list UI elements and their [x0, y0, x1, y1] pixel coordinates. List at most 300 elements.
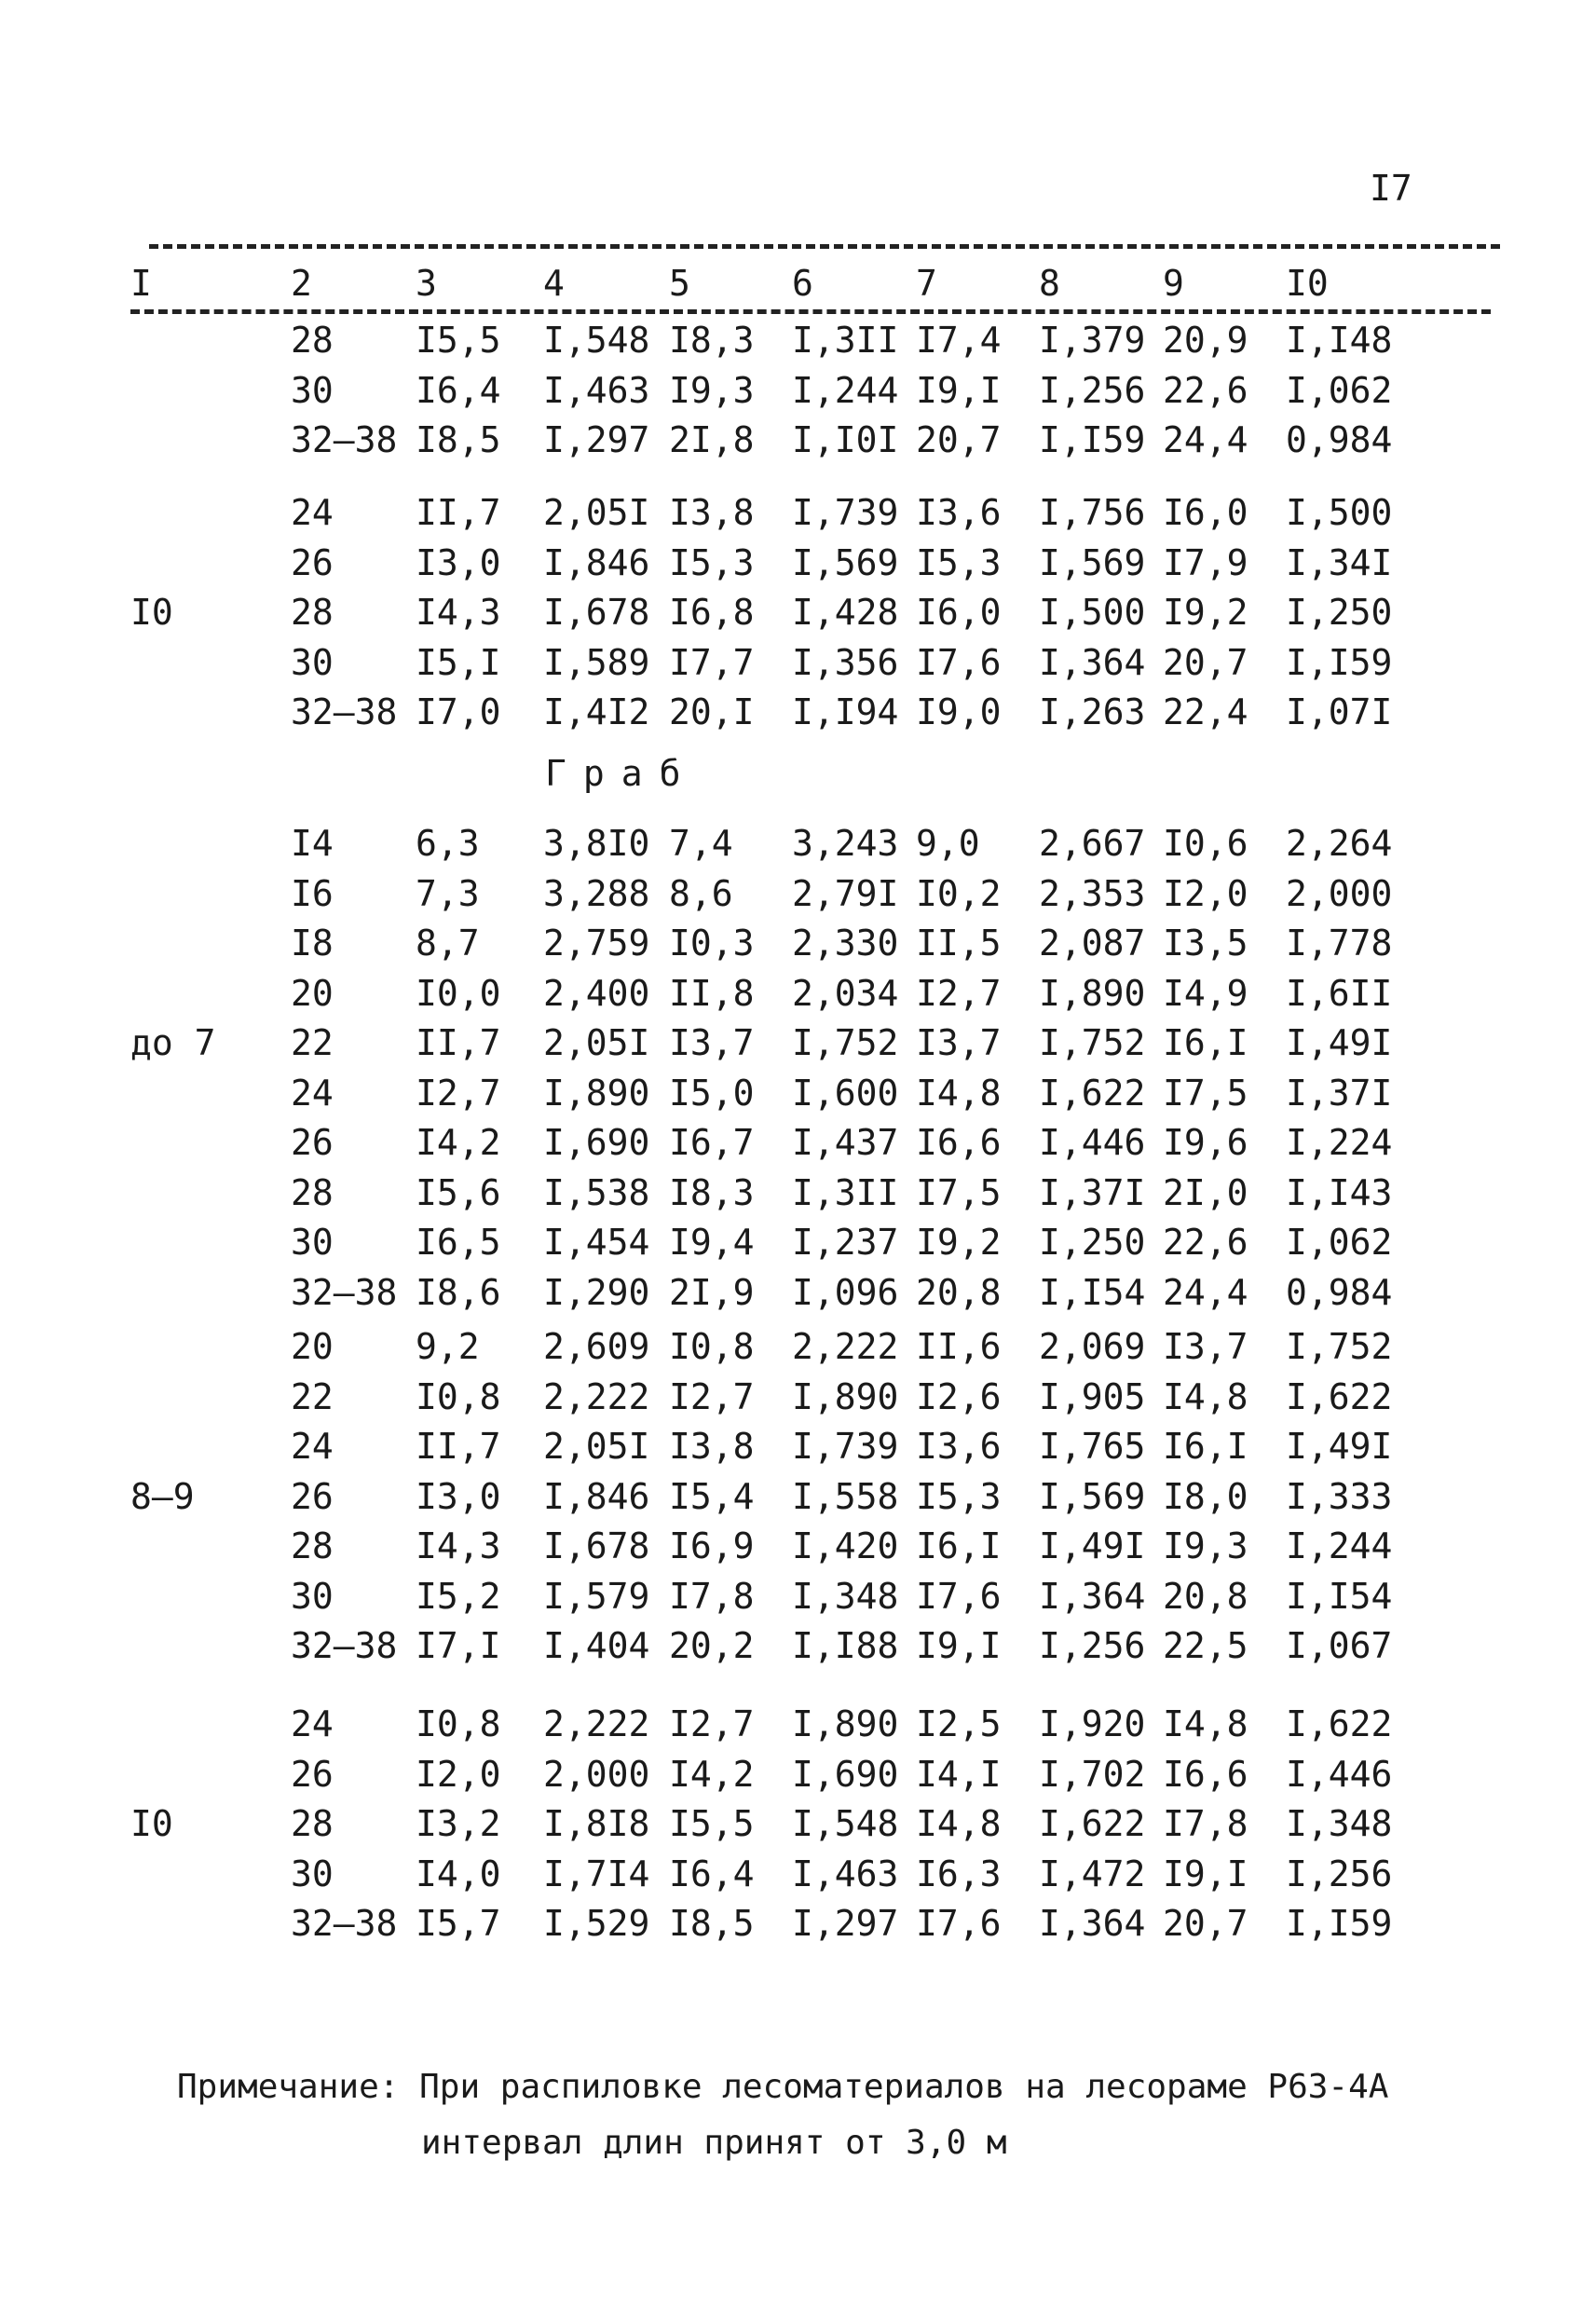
- table-cell: I9,2: [916, 1222, 1002, 1263]
- table-row: [0, 1900, 1491, 1947]
- note-label: Примечание:: [177, 2068, 400, 2106]
- table-cell: I4,8: [916, 1803, 1002, 1844]
- table-cell: I,8I8: [543, 1803, 650, 1844]
- table-row: [0, 489, 1491, 536]
- table-cell: 8,6: [669, 872, 733, 914]
- table-cell: II,7: [416, 1426, 501, 1467]
- table-cell: I,I54: [1039, 1271, 1146, 1313]
- table-cell: 0,984: [1286, 1271, 1393, 1313]
- col-header-10: I0: [1286, 263, 1329, 304]
- table-cell: 2,400: [543, 972, 650, 1014]
- table-cell: I,678: [543, 1525, 650, 1566]
- table-cell: I,4I2: [543, 691, 650, 732]
- table-row: [0, 317, 1491, 363]
- table-cell: I,622: [1039, 1072, 1146, 1114]
- table-cell: I2,7: [669, 1703, 755, 1744]
- table-cell: I,622: [1286, 1375, 1393, 1417]
- table-cell: II,6: [916, 1326, 1002, 1367]
- table-row: [0, 870, 1491, 917]
- table-cell: 22,6: [1163, 369, 1248, 411]
- table-cell: 22: [291, 1022, 334, 1063]
- table-cell: I,250: [1286, 592, 1393, 633]
- table-cell: 3,243: [792, 823, 899, 864]
- table-cell: I5,3: [669, 541, 755, 583]
- table-row: [0, 1169, 1491, 1216]
- table-row: [0, 820, 1491, 867]
- table-row: [0, 1323, 1491, 1370]
- table-cell: I4,2: [669, 1753, 755, 1795]
- table-cell: 26: [291, 1753, 334, 1795]
- table-cell: I5,I: [416, 641, 501, 683]
- table-cell: 26: [291, 1475, 334, 1517]
- table-cell: I5,5: [669, 1803, 755, 1844]
- table-cell: 2,000: [543, 1753, 650, 1795]
- table-cell: I,37I: [1286, 1072, 1393, 1114]
- table-cell: I0,0: [416, 972, 501, 1014]
- table-cell: I7,4: [916, 320, 1002, 361]
- table-cell: 8,7: [416, 923, 480, 964]
- table-cell: I8,5: [416, 419, 501, 460]
- table-cell: 2,05I: [543, 1022, 650, 1063]
- table-cell: I9,4: [669, 1222, 755, 1263]
- table-cell: I,256: [1039, 369, 1146, 411]
- table-cell: I,756: [1039, 492, 1146, 533]
- table-cell: I,500: [1039, 592, 1146, 633]
- table-cell: I7,9: [1163, 541, 1248, 583]
- table-cell: I,404: [543, 1625, 650, 1666]
- table-cell: 2,264: [1286, 823, 1393, 864]
- table-cell: I8,3: [669, 1171, 755, 1213]
- col-header-4: 4: [543, 263, 565, 304]
- table-cell: I7,I: [416, 1625, 501, 1666]
- table-cell: I4,8: [916, 1072, 1002, 1114]
- table-cell: 2,222: [543, 1375, 650, 1417]
- table-cell: 20,7: [916, 419, 1002, 460]
- footnote: [177, 2059, 1481, 2171]
- table-cell: 28: [291, 320, 334, 361]
- table-cell: I,49I: [1286, 1022, 1393, 1063]
- table-cell: I9,3: [669, 369, 755, 411]
- table-cell: I,290: [543, 1271, 650, 1313]
- table-cell: I,250: [1039, 1222, 1146, 1263]
- table-cell: 24,4: [1163, 419, 1248, 460]
- table-cell: I,297: [543, 419, 650, 460]
- table-cell: I,463: [543, 369, 650, 411]
- table-cell: I0,8: [416, 1375, 501, 1417]
- table-cell: 22,4: [1163, 691, 1248, 732]
- table-cell: I,569: [1039, 541, 1146, 583]
- table-cell: 22,6: [1163, 1222, 1248, 1263]
- table-cell: I3,2: [416, 1803, 501, 1844]
- table-cell: I9,I: [916, 1625, 1002, 1666]
- table-cell: I,364: [1039, 1903, 1146, 1944]
- table-cell: I6: [291, 872, 334, 914]
- table-row: [0, 970, 1491, 1017]
- table-cell: I5,0: [669, 1072, 755, 1114]
- table-cell: 2I,8: [669, 419, 755, 460]
- table-cell: I,I0I: [792, 419, 899, 460]
- table-cell: I4,2: [416, 1122, 501, 1163]
- table-cell: 3,8I0: [543, 823, 650, 864]
- table-cell: I2,7: [669, 1375, 755, 1417]
- table-cell: I5,7: [416, 1903, 501, 1944]
- table-cell: I0,3: [669, 923, 755, 964]
- table-cell: 30: [291, 369, 334, 411]
- table-row: [0, 1573, 1491, 1620]
- table-cell: 2,069: [1039, 1326, 1146, 1367]
- table-cell: I5,3: [916, 1475, 1002, 1517]
- table-cell: II,5: [916, 923, 1002, 964]
- table-cell: II,7: [416, 492, 501, 533]
- table-cell: I6,I: [916, 1525, 1002, 1566]
- table-cell: I,364: [1039, 1575, 1146, 1617]
- table-cell: I4: [291, 823, 334, 864]
- table-cell: I2,7: [916, 972, 1002, 1014]
- table-cell: 2,222: [543, 1703, 650, 1744]
- table-cell: I,096: [792, 1271, 899, 1313]
- table-cell: I0,8: [416, 1703, 501, 1744]
- table-cell: I,579: [543, 1575, 650, 1617]
- table-cell: I3,7: [916, 1022, 1002, 1063]
- table-cell: I2,0: [1163, 872, 1248, 914]
- table-cell: I6,7: [669, 1122, 755, 1163]
- table-cell: 26: [291, 1122, 334, 1163]
- table-cell: I,739: [792, 492, 899, 533]
- table-cell: 32–38: [291, 691, 398, 732]
- table-cell: I3,8: [669, 492, 755, 533]
- table-row: [0, 689, 1491, 735]
- table-cell: I,752: [792, 1022, 899, 1063]
- table-cell: I8,0: [1163, 1475, 1248, 1517]
- table-row: [0, 1119, 1491, 1166]
- table-cell: I3,6: [916, 1426, 1002, 1467]
- table-cell: I7,6: [916, 641, 1002, 683]
- table-row: [0, 1374, 1491, 1420]
- table-cell: I8,5: [669, 1903, 755, 1944]
- table-row: [0, 1701, 1491, 1747]
- group-label: до 7: [130, 1022, 216, 1063]
- table-cell: I,I88: [792, 1625, 899, 1666]
- table-cell: I,622: [1286, 1703, 1393, 1744]
- table-cell: I,569: [792, 541, 899, 583]
- table-cell: I8: [291, 923, 334, 964]
- table-cell: I,07I: [1286, 691, 1393, 732]
- table-cell: 9,2: [416, 1326, 480, 1367]
- table-cell: 32–38: [291, 1903, 398, 1944]
- table-cell: I,244: [1286, 1525, 1393, 1566]
- table-cell: I,428: [792, 592, 899, 633]
- table-cell: I7,7: [669, 641, 755, 683]
- table-cell: 9,0: [916, 823, 980, 864]
- note-line-1: При распиловке лесоматериалов на лесораме Р63-4А: [419, 2068, 1389, 2106]
- section-title-grab: Граб: [545, 753, 698, 794]
- table-cell: I,I94: [792, 691, 899, 732]
- table-cell: 20,8: [916, 1271, 1002, 1313]
- table-row: [0, 367, 1491, 414]
- table-cell: I,500: [1286, 492, 1393, 533]
- table-cell: I,I43: [1286, 1171, 1393, 1213]
- table-cell: 30: [291, 1222, 334, 1263]
- col-header-3: 3: [416, 263, 437, 304]
- table-cell: I5,3: [916, 541, 1002, 583]
- table-cell: I9,6: [1163, 1122, 1248, 1163]
- table-row: [0, 920, 1491, 966]
- table-cell: I7,0: [416, 691, 501, 732]
- table-cell: 3,288: [543, 872, 650, 914]
- table-cell: 32–38: [291, 419, 398, 460]
- table-cell: I,37I: [1039, 1171, 1146, 1213]
- table-cell: I,49I: [1039, 1525, 1146, 1566]
- table-cell: I,846: [543, 1475, 650, 1517]
- table-cell: 2,222: [792, 1326, 899, 1367]
- table-cell: 2,609: [543, 1326, 650, 1367]
- table-row: [0, 1851, 1491, 1897]
- table-cell: 32–38: [291, 1625, 398, 1666]
- note-line-2: интервал длин принят от 3,0 м: [421, 2124, 1007, 2162]
- table-cell: I,739: [792, 1426, 899, 1467]
- table-cell: 30: [291, 641, 334, 683]
- table-cell: 2I,0: [1163, 1171, 1248, 1213]
- table-cell: 28: [291, 1803, 334, 1844]
- table-cell: I4,8: [1163, 1703, 1248, 1744]
- table-cell: I5,6: [416, 1171, 501, 1213]
- table-cell: 2,000: [1286, 872, 1393, 914]
- table-cell: I2,5: [916, 1703, 1002, 1744]
- table-cell: 7,3: [416, 872, 480, 914]
- table-cell: 22: [291, 1375, 334, 1417]
- table-cell: 20,7: [1163, 1903, 1248, 1944]
- table-cell: I,778: [1286, 923, 1393, 964]
- table-cell: 20: [291, 1326, 334, 1367]
- table-cell: I4,0: [416, 1853, 501, 1894]
- table-cell: I7,6: [916, 1575, 1002, 1617]
- table-cell: I8,3: [669, 320, 755, 361]
- table-cell: 24,4: [1163, 1271, 1248, 1313]
- table-cell: I4,I: [916, 1753, 1002, 1795]
- table-cell: I,237: [792, 1222, 899, 1263]
- table-cell: I6,4: [669, 1853, 755, 1894]
- table-row: [0, 1423, 1491, 1470]
- table-cell: I,690: [792, 1753, 899, 1795]
- table-cell: I,600: [792, 1072, 899, 1114]
- table-cell: I6,6: [916, 1122, 1002, 1163]
- col-header-7: 7: [916, 263, 937, 304]
- table-cell: I,529: [543, 1903, 650, 1944]
- table-cell: I,905: [1039, 1375, 1146, 1417]
- table-cell: I,356: [792, 641, 899, 683]
- table-cell: I,I54: [1286, 1575, 1393, 1617]
- table-cell: I3,5: [1163, 923, 1248, 964]
- table-cell: I,062: [1286, 369, 1393, 411]
- table-cell: I,454: [543, 1222, 650, 1263]
- table-cell: I3,0: [416, 1475, 501, 1517]
- table-cell: I,49I: [1286, 1426, 1393, 1467]
- table-cell: I0,8: [669, 1326, 755, 1367]
- table-cell: I,463: [792, 1853, 899, 1894]
- table-cell: 2,330: [792, 923, 899, 964]
- table-cell: I7,5: [1163, 1072, 1248, 1114]
- table-cell: I9,3: [1163, 1525, 1248, 1566]
- table-cell: I3,8: [669, 1426, 755, 1467]
- table-cell: I9,0: [916, 691, 1002, 732]
- col-header-9: 9: [1163, 263, 1184, 304]
- table-cell: I,846: [543, 541, 650, 583]
- table-cell: I8,6: [416, 1271, 501, 1313]
- table-cell: I,622: [1039, 1803, 1146, 1844]
- col-header-2: 2: [291, 263, 312, 304]
- table-row: [0, 1622, 1491, 1669]
- table-cell: II,8: [669, 972, 755, 1014]
- table-cell: I4,3: [416, 592, 501, 633]
- table-cell: I,263: [1039, 691, 1146, 732]
- table-cell: I6,4: [416, 369, 501, 411]
- table-cell: 24: [291, 1072, 334, 1114]
- table-cell: 2,087: [1039, 923, 1146, 964]
- table-cell: I,067: [1286, 1625, 1393, 1666]
- table-cell: I2,0: [416, 1753, 501, 1795]
- table-cell: I2,6: [916, 1375, 1002, 1417]
- table-cell: I,34I: [1286, 541, 1393, 583]
- table-cell: I7,5: [916, 1171, 1002, 1213]
- table-cell: I5,2: [416, 1575, 501, 1617]
- table-cell: I,765: [1039, 1426, 1146, 1467]
- table-cell: I,224: [1286, 1122, 1393, 1163]
- table-cell: 24: [291, 492, 334, 533]
- table-cell: I,437: [792, 1122, 899, 1163]
- table-cell: I,538: [543, 1171, 650, 1213]
- table-cell: I,7I4: [543, 1853, 650, 1894]
- table-cell: 20,2: [669, 1625, 755, 1666]
- table-row: [0, 589, 1491, 636]
- column-header-row: [130, 263, 1491, 309]
- table-row: [0, 417, 1491, 463]
- table-cell: 6,3: [416, 823, 480, 864]
- group-label: 8–9: [130, 1475, 195, 1517]
- table-cell: I3,6: [916, 492, 1002, 533]
- table-cell: 22,5: [1163, 1625, 1248, 1666]
- table-cell: I6,9: [669, 1525, 755, 1566]
- table-cell: I7,6: [916, 1903, 1002, 1944]
- table-cell: I,348: [1286, 1803, 1393, 1844]
- table-cell: I3,0: [416, 541, 501, 583]
- col-header-1: I: [130, 263, 152, 304]
- table-cell: I4,3: [416, 1525, 501, 1566]
- table-cell: I,3II: [792, 320, 899, 361]
- table-cell: I,890: [792, 1375, 899, 1417]
- table-cell: I,548: [543, 320, 650, 361]
- table-cell: I,I59: [1286, 1903, 1393, 1944]
- table-cell: I6,3: [916, 1853, 1002, 1894]
- table-cell: 20: [291, 972, 334, 1014]
- table-cell: 2,759: [543, 923, 650, 964]
- table-cell: I6,8: [669, 592, 755, 633]
- table-cell: I,256: [1286, 1853, 1393, 1894]
- table-cell: I,890: [1039, 972, 1146, 1014]
- table-cell: I,890: [792, 1703, 899, 1744]
- table-cell: I6,0: [916, 592, 1002, 633]
- table-cell: I,I59: [1286, 641, 1393, 683]
- table-cell: 30: [291, 1575, 334, 1617]
- table-cell: I7,8: [669, 1575, 755, 1617]
- table-cell: I,569: [1039, 1475, 1146, 1517]
- table-row: [0, 1219, 1491, 1265]
- table-cell: I6,0: [1163, 492, 1248, 533]
- top-rule: [149, 244, 1500, 249]
- table-cell: I,I48: [1286, 320, 1393, 361]
- table-cell: 0,984: [1286, 419, 1393, 460]
- table-cell: 2I,9: [669, 1271, 755, 1313]
- table-cell: I,589: [543, 641, 650, 683]
- table-cell: 20,8: [1163, 1575, 1248, 1617]
- table-row: [0, 639, 1491, 686]
- table-cell: I,752: [1039, 1022, 1146, 1063]
- table-cell: 2,667: [1039, 823, 1146, 864]
- table-row: [0, 1269, 1491, 1316]
- table-cell: 7,4: [669, 823, 733, 864]
- table-cell: 28: [291, 1171, 334, 1213]
- table-cell: I,062: [1286, 1222, 1393, 1263]
- table-cell: I0,2: [916, 872, 1002, 914]
- table-cell: I,558: [792, 1475, 899, 1517]
- table-cell: 2,05I: [543, 1426, 650, 1467]
- table-cell: I3,7: [669, 1022, 755, 1063]
- col-header-8: 8: [1039, 263, 1060, 304]
- table-cell: I,752: [1286, 1326, 1393, 1367]
- table-cell: I9,I: [1163, 1853, 1248, 1894]
- table-row: [0, 540, 1491, 586]
- table-cell: 26: [291, 541, 334, 583]
- table-row: [0, 1070, 1491, 1116]
- table-cell: I,446: [1039, 1122, 1146, 1163]
- table-cell: 20,I: [669, 691, 755, 732]
- table-cell: I,420: [792, 1525, 899, 1566]
- table-cell: I,297: [792, 1903, 899, 1944]
- table-cell: I,348: [792, 1575, 899, 1617]
- table-cell: 20,7: [1163, 641, 1248, 683]
- table-cell: I,702: [1039, 1753, 1146, 1795]
- group-label: I0: [130, 592, 173, 633]
- table-cell: II,7: [416, 1022, 501, 1063]
- table-cell: I,472: [1039, 1853, 1146, 1894]
- table-cell: 28: [291, 592, 334, 633]
- table-cell: 2,79I: [792, 872, 899, 914]
- col-header-5: 5: [669, 263, 690, 304]
- table-cell: I7,8: [1163, 1803, 1248, 1844]
- table-cell: 30: [291, 1853, 334, 1894]
- table-cell: I0,6: [1163, 823, 1248, 864]
- table-row: [0, 1523, 1491, 1569]
- table-cell: I,364: [1039, 641, 1146, 683]
- table-cell: I,890: [543, 1072, 650, 1114]
- table-cell: I4,8: [1163, 1375, 1248, 1417]
- group-label: I0: [130, 1803, 173, 1844]
- header-rule: [130, 309, 1491, 314]
- table-row: [0, 1751, 1491, 1798]
- table-cell: I,333: [1286, 1475, 1393, 1517]
- table-cell: I2,7: [416, 1072, 501, 1114]
- table-row: [0, 1019, 1491, 1066]
- table-cell: 2,353: [1039, 872, 1146, 914]
- table-row: [0, 1473, 1491, 1520]
- table-cell: I5,5: [416, 320, 501, 361]
- table-cell: 2,05I: [543, 492, 650, 533]
- table-cell: I3,7: [1163, 1326, 1248, 1367]
- table-cell: 28: [291, 1525, 334, 1566]
- table-cell: I,244: [792, 369, 899, 411]
- table-cell: 20,9: [1163, 320, 1248, 361]
- table-cell: I4,9: [1163, 972, 1248, 1014]
- table-cell: I9,I: [916, 369, 1002, 411]
